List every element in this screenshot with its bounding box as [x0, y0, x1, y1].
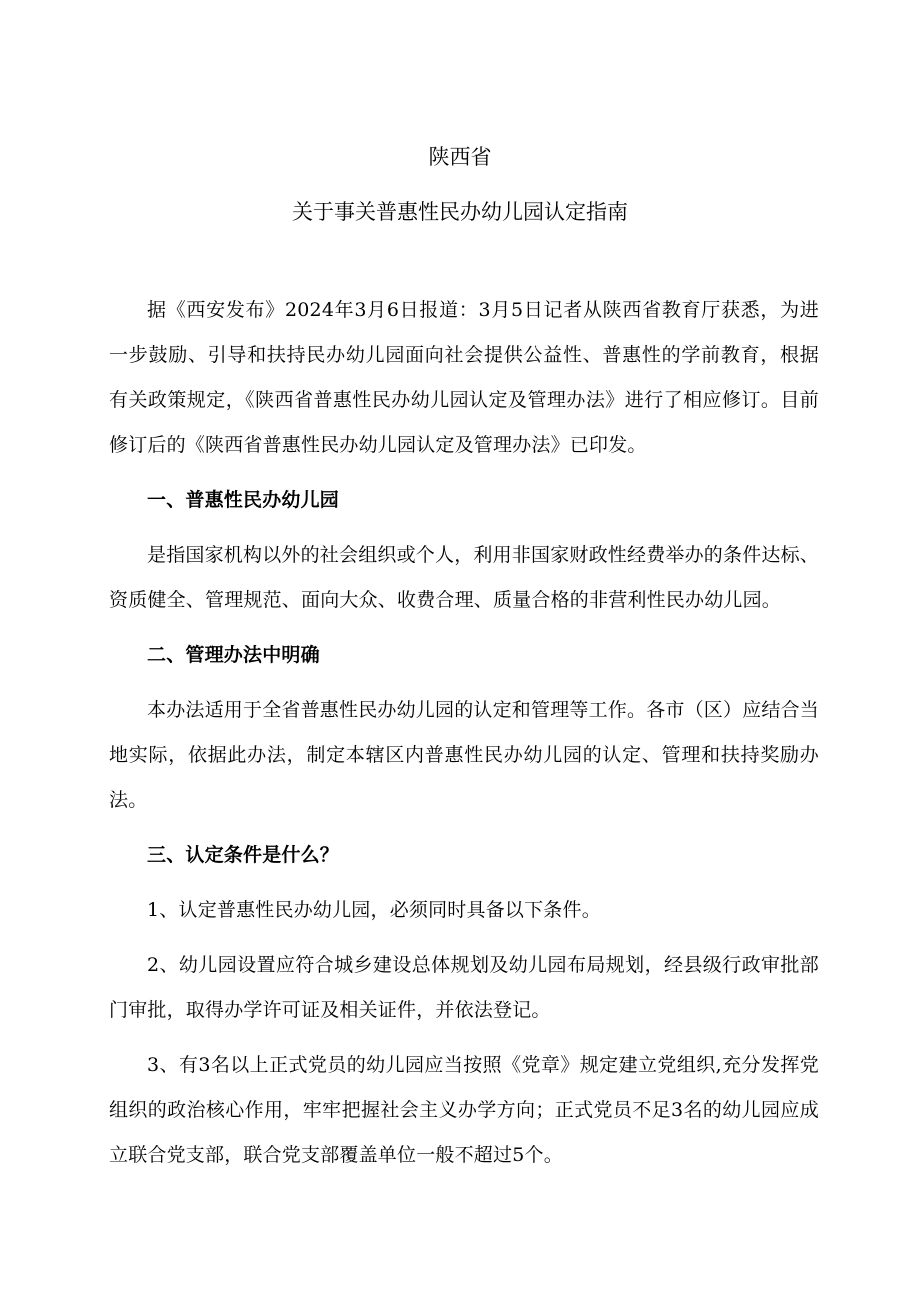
section-heading-3: 三、认定条件是什么？: [147, 844, 340, 866]
section-heading-1: 一、普惠性民办幼儿园: [147, 489, 340, 511]
document-body: [109, 288, 819, 1178]
section-3-paragraph-3: 3、有3名以上正式党员的幼儿园应当按照《党章》规定建立党组织,充分发挥党组织的政治核心作用，牢牢把握社会主义办学方向；正式党员不足3名的幼儿园应成立联合党支部，联合党支部覆盖单位一般不超过5个。: [109, 1054, 819, 1166]
section-heading-2: 二、管理办法中明确: [147, 644, 320, 666]
section-3-paragraph-1: 1、认定普惠性民办幼儿园，必须同时具备以下条件。: [147, 899, 601, 921]
intro-paragraph: 据《西安发布》2024年3月6日报道：3月5日记者从陕西省教育厅获悉，为进一步鼓励、引导和扶持民办幼儿园面向社会提供公益性、普惠性的学前教育，根据有关政策规定，《陕西省普惠性民办幼儿园认定及管理办法》进行了相应修订。目前修订后的《陕西省普惠性民办幼儿园认定及管理办法》已印发。: [109, 299, 819, 456]
section-1-paragraph-1: 是指国家机构以外的社会组织或个人，利用非国家财政性经费举办的条件达标、资质健全、管理规范、面向大众、收费合理、质量合格的非营利性民办幼儿园。: [109, 544, 820, 611]
document-title-line-1: 陕西省: [428, 145, 492, 169]
section-2-paragraph-1: 本办法适用于全省普惠性民办幼儿园的认定和管理等工作。各市（区）应结合当地实际，依据此办法，制定本辖区内普惠性民办幼儿园的认定、管理和扶持奖励办法。: [109, 699, 820, 811]
document-title-line-2: 关于事关普惠性民办幼儿园认定指南: [292, 200, 628, 224]
section-3-paragraph-2: 2、幼儿园设置应符合城乡建设总体规划及幼儿园布局规划，经县级行政审批部门审批，取得办学许可证及相关证件，并依法登记。: [109, 954, 819, 1021]
